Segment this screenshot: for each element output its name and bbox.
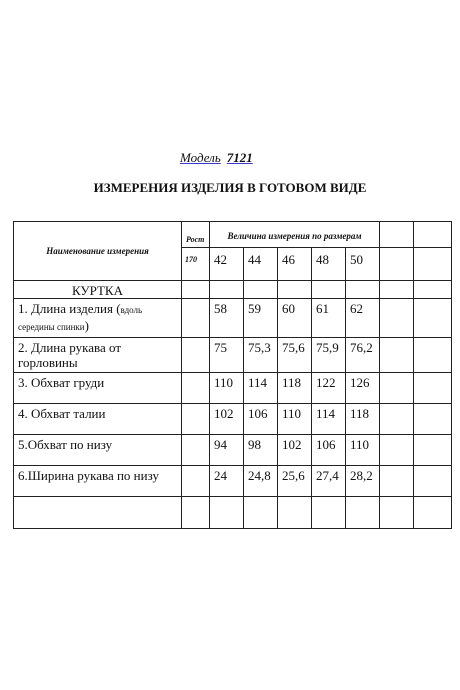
value-cell (380, 466, 414, 497)
height-cell (182, 435, 210, 466)
value-cell (312, 497, 346, 529)
size-cell: 42 (210, 248, 244, 281)
empty-cell (182, 281, 210, 299)
value-cell: 75,6 (278, 338, 312, 373)
row-name-text: 1. Длина изделия ( (18, 301, 121, 316)
size-cell (414, 248, 452, 281)
size-cell: 46 (278, 248, 312, 281)
value-cell (414, 373, 452, 404)
empty-cell (244, 281, 278, 299)
table-row (14, 497, 452, 529)
header-row (14, 222, 452, 248)
value-cell: 114 (312, 404, 346, 435)
value-cell: 62 (346, 299, 380, 338)
empty-cell (380, 222, 414, 248)
table-row (14, 299, 452, 338)
size-cell (380, 248, 414, 281)
value-cell: 118 (278, 373, 312, 404)
section-label: КУРТКА (14, 281, 182, 299)
table-row (14, 435, 452, 466)
value-cell (414, 497, 452, 529)
height-cell (182, 299, 210, 338)
height-cell (182, 497, 210, 529)
row-name: 4. Обхват талии (14, 404, 182, 435)
model-label: Модель (180, 150, 221, 165)
value-cell: 110 (278, 404, 312, 435)
table-row (14, 373, 452, 404)
size-cell: 44 (244, 248, 278, 281)
value-cell: 102 (278, 435, 312, 466)
section-row (14, 281, 452, 299)
row-name: 6.Ширина рукава по низу (14, 466, 182, 497)
value-cell: 76,2 (346, 338, 380, 373)
row-name: 5.Обхват по низу (14, 435, 182, 466)
col-values-header: Величина измерения по размерам (210, 222, 380, 248)
value-cell: 106 (244, 404, 278, 435)
value-cell (414, 338, 452, 373)
height-cell (182, 404, 210, 435)
value-cell (380, 373, 414, 404)
value-cell: 24 (210, 466, 244, 497)
col-name-header: Наименование измерения (14, 222, 182, 281)
value-cell: 110 (210, 373, 244, 404)
value-cell (414, 435, 452, 466)
value-cell (346, 497, 380, 529)
value-cell (380, 497, 414, 529)
size-cell: 48 (312, 248, 346, 281)
value-cell (414, 299, 452, 338)
value-cell: 102 (210, 404, 244, 435)
row-name (14, 299, 182, 338)
value-cell (244, 497, 278, 529)
value-cell: 24,8 (244, 466, 278, 497)
value-cell: 27,4 (312, 466, 346, 497)
model-number: 7121 (226, 150, 253, 165)
value-cell: 60 (278, 299, 312, 338)
height-cell (182, 373, 210, 404)
value-cell (380, 435, 414, 466)
empty-cell (346, 281, 380, 299)
value-cell: 122 (312, 373, 346, 404)
row-name-tail: ) (84, 318, 89, 333)
value-cell (380, 299, 414, 338)
value-cell: 94 (210, 435, 244, 466)
value-cell: 75 (210, 338, 244, 373)
value-cell (210, 497, 244, 529)
row-name: 2. Длина рукава от горловины (14, 338, 182, 373)
value-cell (380, 338, 414, 373)
value-cell: 118 (346, 404, 380, 435)
col-height-header: Рост (182, 222, 210, 248)
empty-cell (414, 281, 452, 299)
empty-cell (312, 281, 346, 299)
height-value: 170 (182, 248, 210, 281)
value-cell: 110 (346, 435, 380, 466)
value-cell: 98 (244, 435, 278, 466)
value-cell: 75,3 (244, 338, 278, 373)
value-cell (414, 466, 452, 497)
model-line (180, 150, 253, 166)
row-name: 3. Обхват груди (14, 373, 182, 404)
measurements-table (13, 221, 452, 529)
value-cell: 58 (210, 299, 244, 338)
row-name (14, 497, 182, 529)
value-cell: 25,6 (278, 466, 312, 497)
table-row (14, 338, 452, 373)
empty-cell (210, 281, 244, 299)
value-cell: 75,9 (312, 338, 346, 373)
value-cell: 61 (312, 299, 346, 338)
value-cell (278, 497, 312, 529)
table-row (14, 466, 452, 497)
value-cell: 106 (312, 435, 346, 466)
value-cell: 28,2 (346, 466, 380, 497)
table-row (14, 404, 452, 435)
empty-cell (380, 281, 414, 299)
height-cell (182, 466, 210, 497)
empty-cell (278, 281, 312, 299)
height-cell (182, 338, 210, 373)
value-cell (414, 404, 452, 435)
value-cell: 126 (346, 373, 380, 404)
page-title: ИЗМЕРЕНИЯ ИЗДЕЛИЯ В ГОТОВОМ ВИДЕ (93, 180, 367, 195)
row-name-note: вдоль середины спинки (18, 305, 143, 332)
value-cell: 114 (244, 373, 278, 404)
empty-cell (414, 222, 452, 248)
value-cell (380, 404, 414, 435)
size-cell: 50 (346, 248, 380, 281)
value-cell: 59 (244, 299, 278, 338)
